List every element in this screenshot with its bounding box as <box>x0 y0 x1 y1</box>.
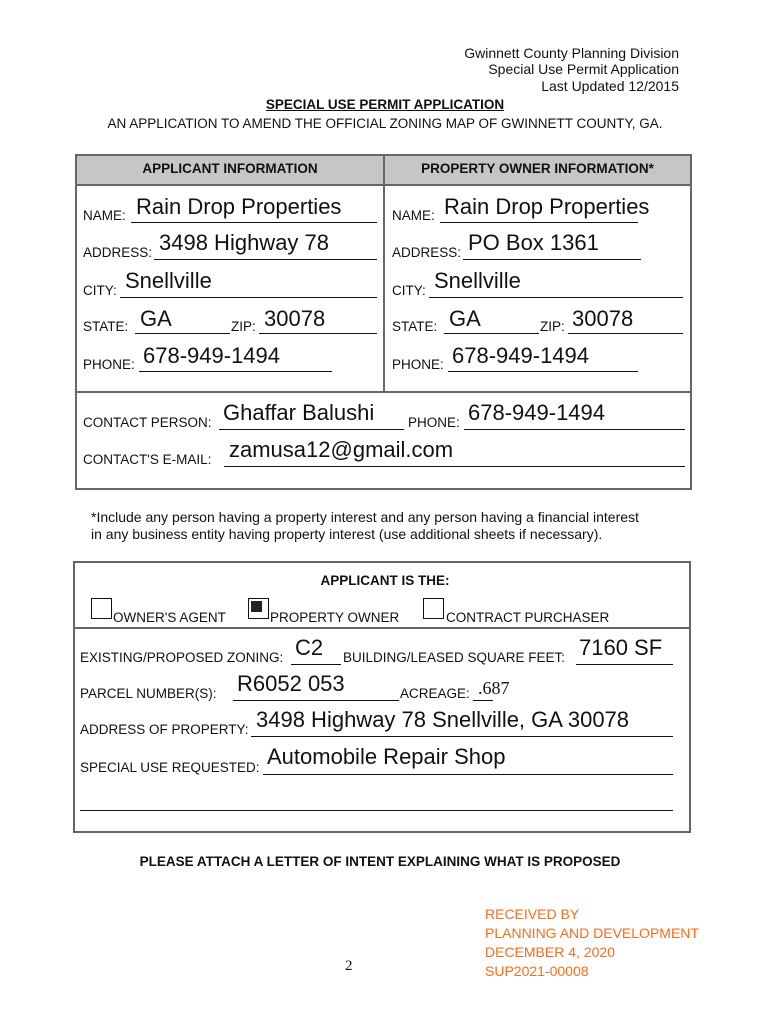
section-divider <box>77 391 690 393</box>
owner-state-line <box>444 333 539 334</box>
letter-of-intent-instruction: PLEASE ATTACH A LETTER OF INTENT EXPLAINING WHAT IS PROPOSED <box>139 854 621 869</box>
owner-name-label: NAME: <box>392 208 435 223</box>
stamp-line1: RECEIVED BY <box>485 906 580 922</box>
acreage-label: ACREAGE: <box>400 686 470 701</box>
sqft-label: BUILDING/LEASED SQUARE FEET: <box>343 650 566 665</box>
zoning-field[interactable]: C2 <box>295 635 324 660</box>
owner-phone-line <box>448 371 638 372</box>
owner-address-label: ADDRESS: <box>392 245 462 260</box>
contact-person-label: CONTACT PERSON: <box>83 415 212 430</box>
property-divider <box>75 627 689 629</box>
header-form-name: Special Use Permit Application <box>488 61 679 77</box>
applicant-zip-line <box>259 333 377 334</box>
special-use-line <box>263 774 673 775</box>
owner-city-field[interactable]: Snellville <box>434 268 521 293</box>
zoning-label: EXISTING/PROPOSED ZONING: <box>80 650 284 665</box>
applicant-phone-field[interactable]: 678-949-1494 <box>143 343 281 368</box>
applicant-state-label: STATE: <box>83 319 129 334</box>
owner-zip-line <box>568 333 683 334</box>
property-address-line <box>251 736 673 737</box>
contact-person-line <box>219 429 404 430</box>
zoning-line <box>291 664 341 665</box>
applicant-heading: APPLICANT INFORMATION <box>77 156 383 186</box>
contact-email-label: CONTACT'S E-MAIL: <box>83 452 212 467</box>
stamp-line3: DECEMBER 4, 2020 <box>485 944 615 960</box>
owner-address-line <box>463 259 641 260</box>
applicant-zip-label: ZIP: <box>231 319 256 334</box>
acreage-line <box>473 700 493 701</box>
owner-city-line <box>429 297 683 298</box>
applicant-zip-field[interactable]: 30078 <box>264 306 326 331</box>
owner-name-line <box>440 222 638 223</box>
applicant-city-label: CITY: <box>83 283 117 298</box>
applicant-address-line <box>154 259 377 260</box>
property-owner-checkbox[interactable] <box>248 598 269 619</box>
contact-person-field[interactable]: Ghaffar Balushi <box>223 400 375 425</box>
owner-heading: PROPERTY OWNER INFORMATION* <box>385 156 690 186</box>
owner-state-label: STATE: <box>392 319 438 334</box>
applicant-city-line <box>120 297 377 298</box>
applicant-address-field[interactable]: 3498 Highway 78 <box>159 230 330 255</box>
owner-phone-label: PHONE: <box>392 357 444 372</box>
property-owner-label: PROPERTY OWNER <box>270 610 400 625</box>
applicant-state-field[interactable]: GA <box>140 306 172 331</box>
column-divider <box>383 156 385 392</box>
header-updated: Last Updated 12/2015 <box>541 78 679 94</box>
applicant-phone-label: PHONE: <box>83 357 135 372</box>
page-title: SPECIAL USE PERMIT APPLICATION <box>265 97 505 112</box>
page-number: 2 <box>345 958 353 974</box>
contact-email-field[interactable]: zamusa12@gmail.com <box>229 437 454 462</box>
footnote-line2: in any business entity having property interest (use additional sheets if necessary). <box>91 526 603 542</box>
special-use-label: SPECIAL USE REQUESTED: <box>80 760 260 775</box>
owner-address-field[interactable]: PO Box 1361 <box>468 230 599 255</box>
property-address-label: ADDRESS OF PROPERTY: <box>80 722 249 737</box>
owners-agent-checkbox[interactable] <box>91 598 112 619</box>
parcel-field[interactable]: R6052 053 <box>237 671 345 696</box>
parcel-line <box>233 700 399 701</box>
owner-phone-field[interactable]: 678-949-1494 <box>452 343 590 368</box>
header-division: Gwinnett County Planning Division <box>464 45 679 61</box>
owner-name-field[interactable]: Rain Drop Properties <box>444 194 650 219</box>
footnote-line1: *Include any person having a property interest and any person having a financial interest <box>91 509 639 525</box>
sqft-line <box>576 664 673 665</box>
applicant-name-field[interactable]: Rain Drop Properties <box>136 194 342 219</box>
applicant-phone-line <box>139 371 332 372</box>
special-use-extra-line[interactable] <box>80 810 673 811</box>
special-use-field[interactable]: Automobile Repair Shop <box>267 744 506 769</box>
applicant-state-line <box>135 333 230 334</box>
contract-purchaser-label: CONTRACT PURCHASER <box>446 610 610 625</box>
stamp-line2: PLANNING AND DEVELOPMENT <box>485 925 699 941</box>
acreage-field[interactable]: .687 <box>478 678 510 698</box>
contact-phone-label: PHONE: <box>408 415 460 430</box>
stamp-line4: SUP2021-00008 <box>485 963 589 979</box>
applicant-name-label: NAME: <box>83 208 126 223</box>
parcel-label: PARCEL NUMBER(S): <box>80 686 217 701</box>
contact-email-line <box>224 466 685 467</box>
sqft-field[interactable]: 7160 SF <box>579 635 663 660</box>
applicant-name-line <box>131 222 377 223</box>
received-stamp <box>485 905 699 981</box>
owner-zip-label: ZIP: <box>540 319 565 334</box>
contact-phone-field[interactable]: 678-949-1494 <box>468 400 606 425</box>
page-subtitle: AN APPLICATION TO AMEND THE OFFICIAL ZONING MAP OF GWINNETT COUNTY, GA. <box>107 116 663 131</box>
applicant-address-label: ADDRESS: <box>83 245 153 260</box>
contract-purchaser-checkbox[interactable] <box>423 598 444 619</box>
owner-zip-field[interactable]: 30078 <box>572 306 634 331</box>
owner-state-field[interactable]: GA <box>449 306 481 331</box>
applicant-city-field[interactable]: Snellville <box>125 268 212 293</box>
owners-agent-label: OWNER'S AGENT <box>113 610 226 625</box>
applicant-is-heading: APPLICANT IS THE: <box>320 573 450 588</box>
property-address-field[interactable]: 3498 Highway 78 Snellville, GA 30078 <box>256 707 630 732</box>
contact-phone-line <box>464 429 685 430</box>
owner-city-label: CITY: <box>392 283 426 298</box>
